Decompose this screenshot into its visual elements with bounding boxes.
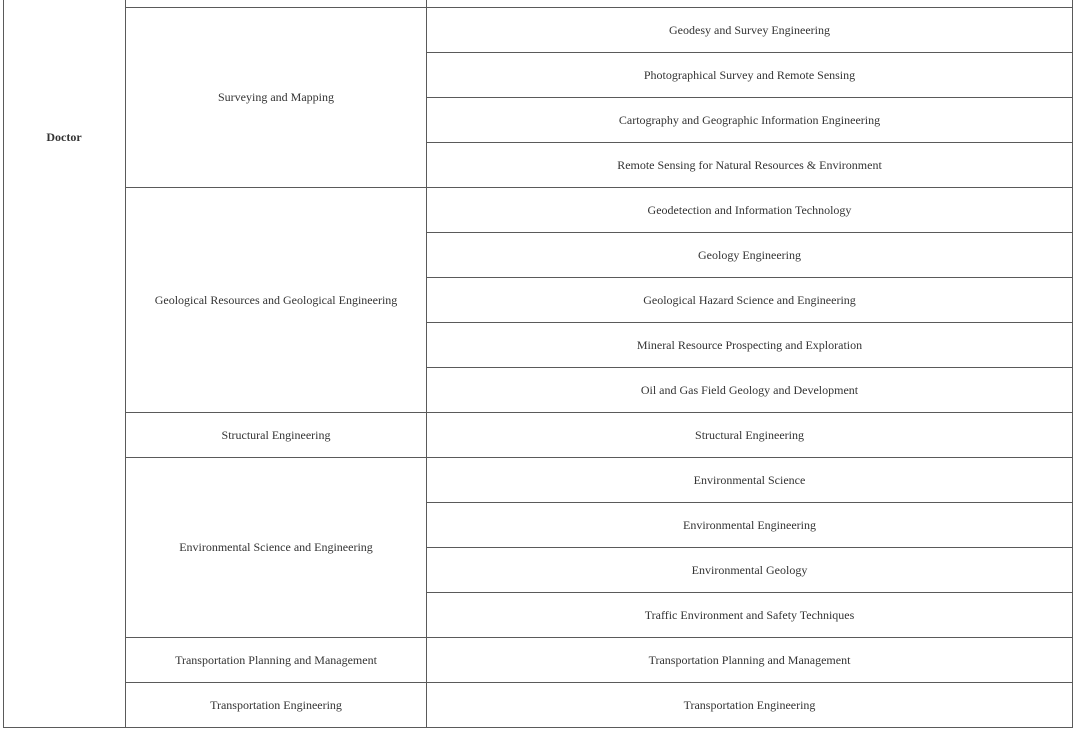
- major-cell: Geological Hazard Science and Engineering: [643, 292, 856, 307]
- major-cell: Geodesy and Survey Engineering: [669, 22, 830, 37]
- major-cell: Mineral Resource Prospecting and Exploration: [636, 337, 863, 352]
- major-cell: Transportation Engineering: [683, 697, 816, 712]
- major-cell: Structural Engineering: [695, 427, 804, 442]
- major-cell: Environmental Science: [693, 472, 806, 487]
- discipline-cell: Structural Engineering: [221, 427, 331, 442]
- major-cell: Cartography and Geographic Information Engineering: [618, 112, 881, 127]
- major-cell: Environmental Geology: [691, 562, 808, 577]
- discipline-cell: Transportation Planning and Management: [175, 652, 377, 667]
- major-cell: Oil and Gas Field Geology and Development: [640, 382, 859, 397]
- discipline-cell: Geological Resources and Geological Engineering: [154, 292, 398, 307]
- major-cell: Remote Sensing for Natural Resources & Environment: [617, 157, 882, 172]
- major-cell: Geology Engineering: [698, 247, 801, 262]
- discipline-cell: Environmental Science and Engineering: [179, 540, 373, 554]
- degree-cell: Doctor: [46, 129, 82, 144]
- table-border-bottom: [3, 727, 1073, 728]
- major-cell: Traffic Environment and Safety Techniques: [644, 607, 855, 622]
- major-cell: Photographical Survey and Remote Sensing: [643, 67, 856, 82]
- major-cell: Environmental Engineering: [683, 517, 816, 532]
- discipline-cell: Transportation Engineering: [210, 697, 342, 712]
- discipline-cell: Surveying and Mapping: [218, 90, 334, 104]
- major-cell: Geodetection and Information Technology: [647, 202, 852, 217]
- table-border-left: [3, 0, 4, 728]
- table-border-right: [1072, 0, 1073, 728]
- major-cell: Transportation Planning and Management: [648, 652, 851, 667]
